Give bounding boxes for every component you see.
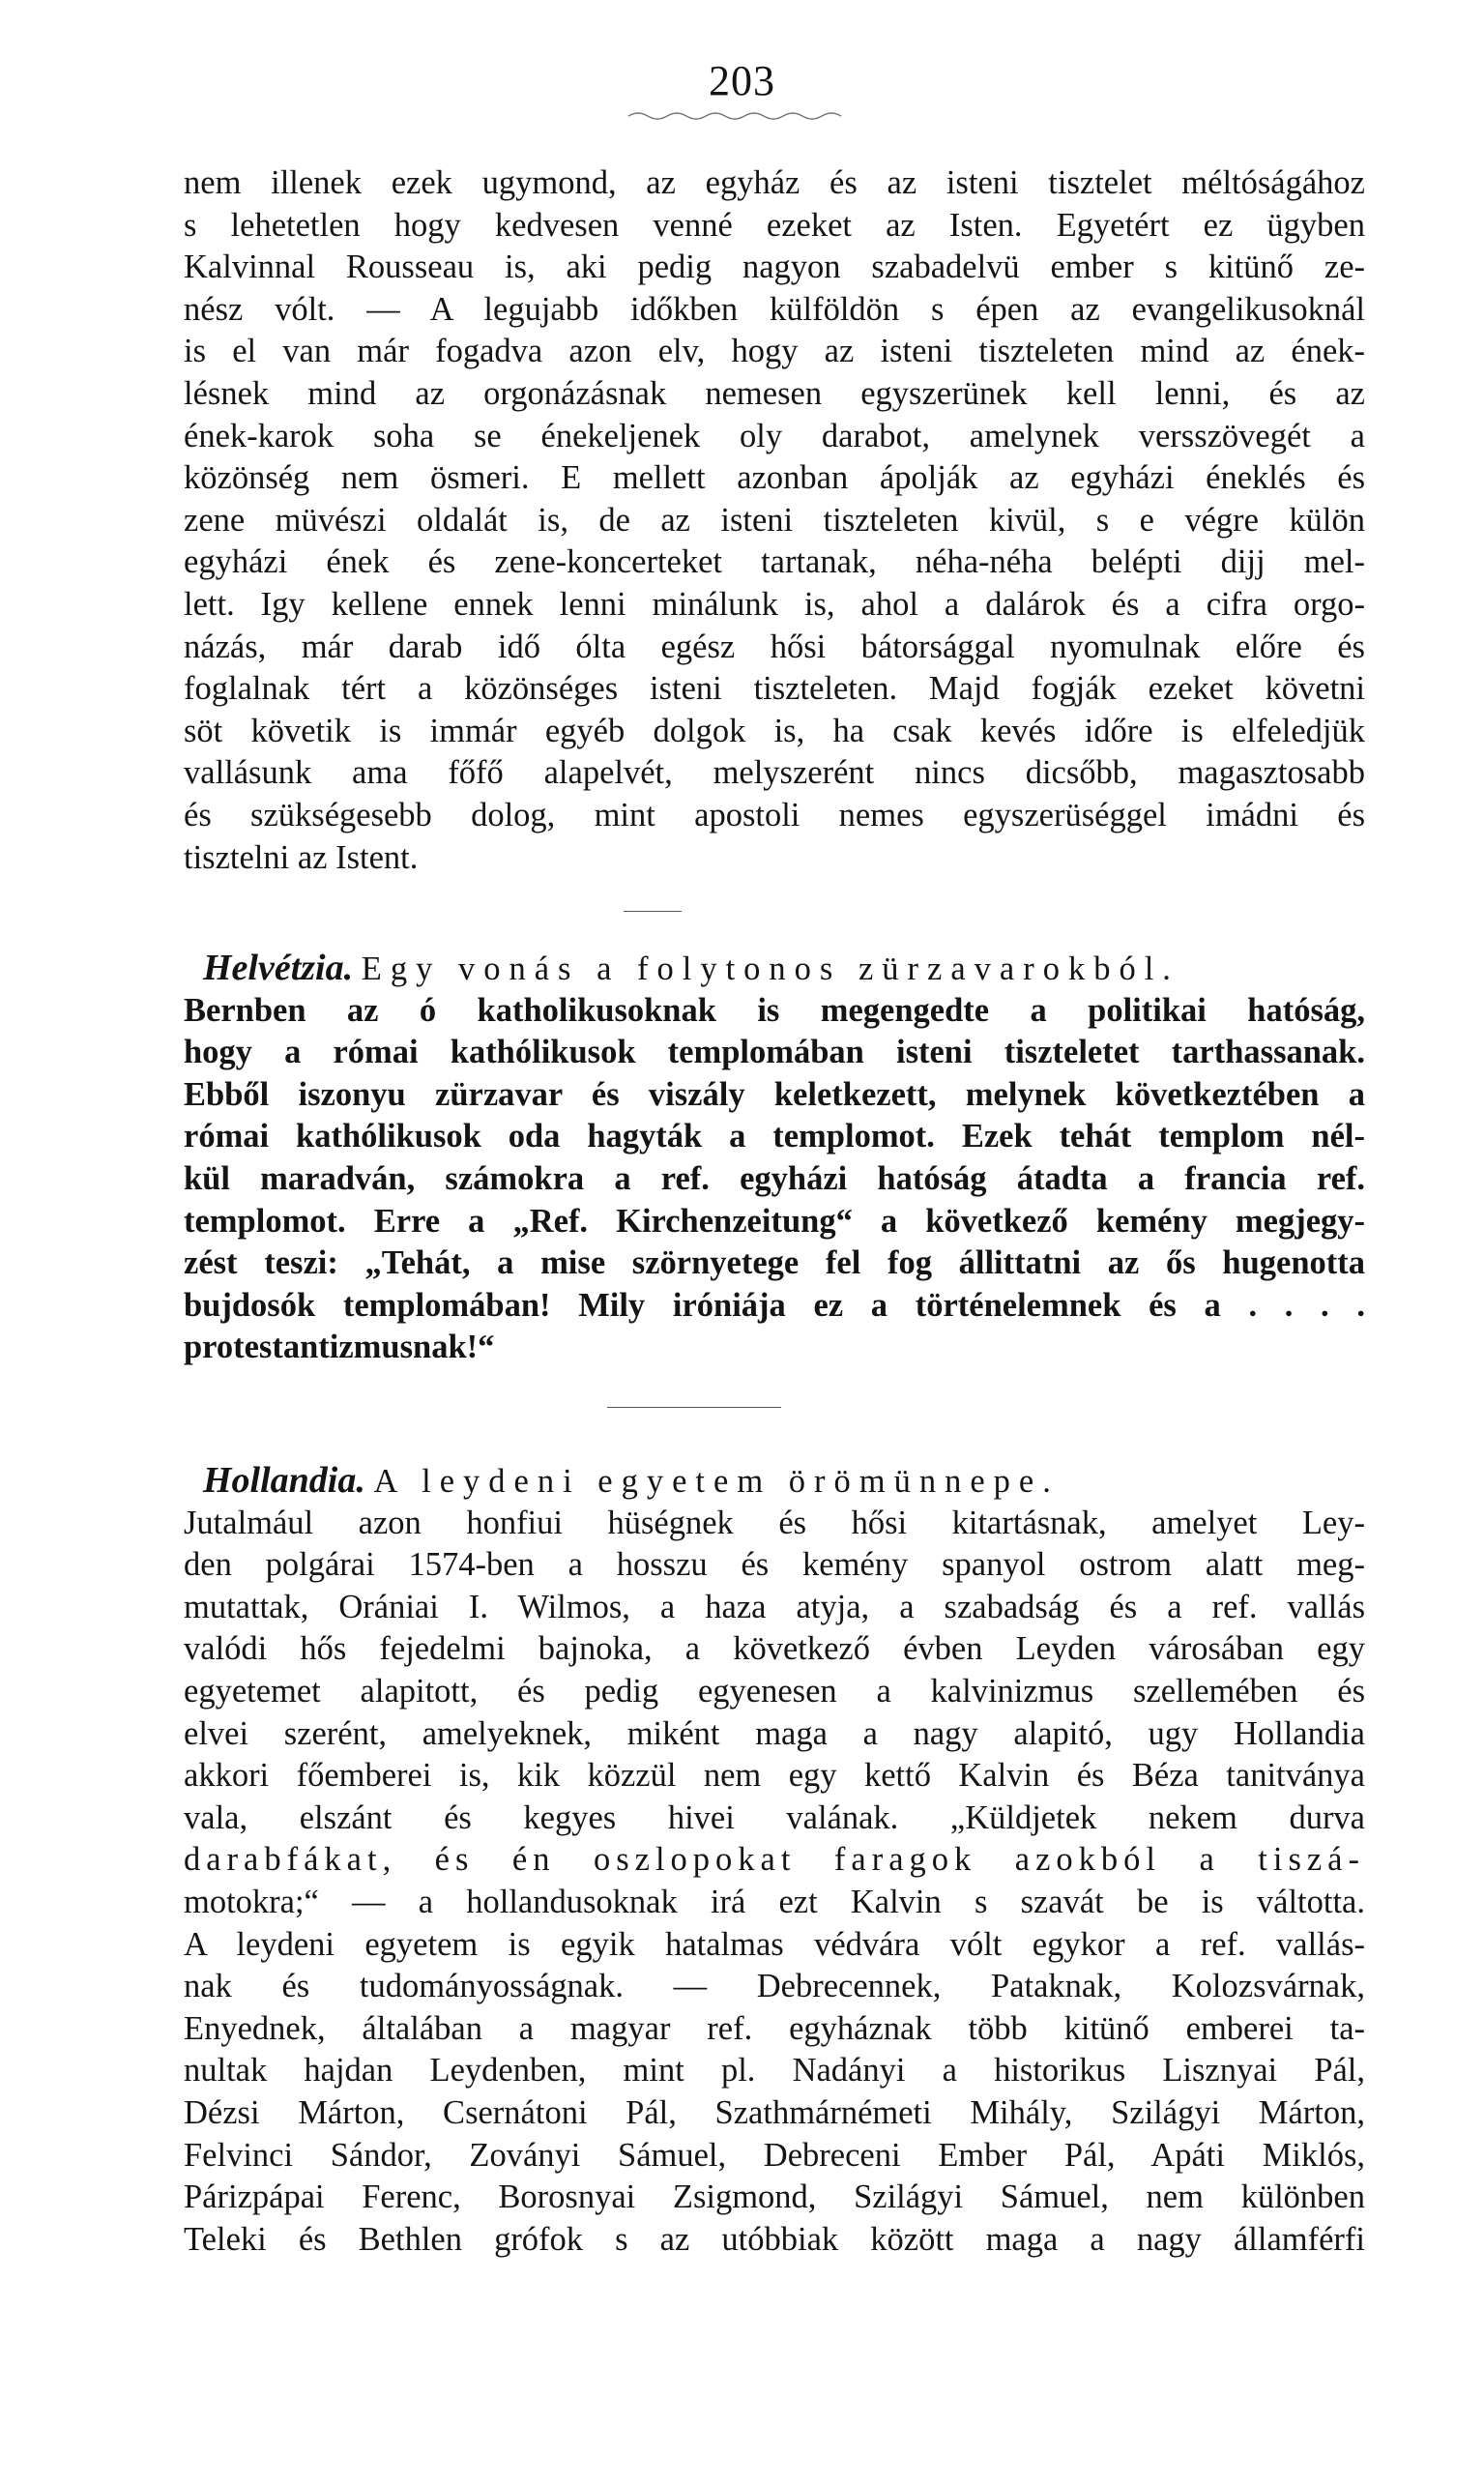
page-number: 203 <box>709 57 775 104</box>
text-line: Enyednek, általában a magyar ref. egyháznak több kitünő emberei ta- <box>184 2009 1365 2047</box>
text-line: Dézsi Márton, Csernátoni Pál, Szathmárnémeti Mihály, Szilágyi Márton, <box>184 2093 1365 2131</box>
text-line: hogy a római kathólikusok templomában isteni tiszteletet tarthassanak. <box>184 1034 1365 1071</box>
text-line: és szükségesebb dolog, mint apostoli nemes egyszerüséggel imádni és <box>184 796 1365 833</box>
page-number-ornament <box>628 108 841 122</box>
text-line: elvei szerént, amelyeknek, miként maga a nagy alapitó, ugy Hollandia <box>184 1714 1365 1752</box>
section-divider <box>624 911 682 912</box>
text-line: motokra;“ — a hollandusoknak irá ezt Kalvin s szavát be is váltotta. <box>184 1883 1365 1920</box>
text-line: darabfákat, és én oszlopokat faragok azokból a tiszá- <box>184 1841 1365 1879</box>
text-line: Teleki és Bethlen grófok s az utóbbiak között maga a nagy államférfi <box>184 2220 1365 2258</box>
text-line: názás, már darab idő ólta egész hősi bátorsággal nyomulnak előre és <box>184 628 1365 665</box>
text-line: akkori főemberei is, kik közzül nem egy kettő Kalvin és Béza tanitványa <box>184 1757 1365 1795</box>
text-line: Jutalmául azon honfiui hüségnek és hősi kitartásnak, amelyet Ley- <box>184 1504 1365 1541</box>
text-line: egyetemet alapitott, és pedig egyenesen a kalvinizmus szellemében és <box>184 1672 1365 1710</box>
text-line: ének-karok soha se énekeljenek oly darabot, amelynek versszövegét a <box>184 417 1365 454</box>
text-line: templomot. Erre a „Ref. Kirchenzeitung“ a következő kemény megjegy- <box>184 1202 1365 1240</box>
text-line: protestantizmusnak!“ <box>184 1329 495 1366</box>
heading-title: A leydeni egyetem örömünnepe. <box>373 1463 1060 1500</box>
text-line: nész vólt. — A legujabb időkben külföldön s épen az evangelikusoknál <box>184 290 1365 328</box>
section-helvetzia <box>184 948 1365 1369</box>
text-line: nultak hajdan Leydenben, mint pl. Nadányi a historikus Lisznyai Pál, <box>184 2052 1365 2090</box>
text-line: Kalvinnal Rousseau is, aki pedig nagyon szabadelvü ember s kitünő ze- <box>184 248 1365 286</box>
text-line: lett. Igy kellene ennek lenni minálunk is, ahol a dalárok és a cifra orgo- <box>184 585 1365 623</box>
heading-title: Egy vonás a folytonos zürzavarokból. <box>361 950 1179 987</box>
section-hollandia <box>184 1460 1365 2261</box>
text-line: közönség nem ösmeri. E mellett azonban ápolják az egyházi éneklés és <box>184 459 1365 497</box>
text-line: valódi hős fejedelmi bajnoka, a következő évben Leyden városában egy <box>184 1630 1365 1668</box>
heading-country: Helvétzia. <box>203 948 354 988</box>
text-line: nem illenek ezek ugymond, az egyház és az isteni tisztelet méltóságához <box>184 164 1365 201</box>
text-line: Felvinci Sándor, Zoványi Sámuel, Debreceni Ember Pál, Apáti Miklós, <box>184 2136 1365 2174</box>
text-line: Bernben az ó katholikusoknak is megengedte a politikai hatóság, <box>184 991 1365 1029</box>
text-line: s lehetetlen hogy kedvesen venné ezeket az Isten. Egyetért ez ügyben <box>184 206 1365 244</box>
text-line: vallásunk ama főfő alapelvét, melyszerént nincs dicsőbb, magasztosabb <box>184 754 1365 792</box>
text-line: vala, elszánt és kegyes hivei valának. „Küldjetek nekem durva <box>184 1798 1365 1836</box>
text-line: római kathólikusok oda hagyták a templomot. Ezek tehát templom nél- <box>184 1118 1365 1155</box>
text-line: zést teszi: „Tehát, a mise szörnyetege fel fog állittatni az ős hugenotta <box>184 1244 1365 1282</box>
section-continuation <box>184 162 1365 879</box>
text-line: bujdosók templomában! Mily iróniája ez a történelemnek és a . . . . <box>184 1286 1365 1324</box>
text-line: is el van már fogadva azon elv, hogy az isteni tiszteleten mind az ének- <box>184 333 1365 370</box>
text-line: mutattak, Orániai I. Wilmos, a haza atyja, a szabadság és a ref. vallás <box>184 1588 1365 1625</box>
text-line: nak és tudományosságnak. — Debrecennek, Pataknak, Kolozsvárnak, <box>184 1968 1365 2005</box>
text-line: tisztelni az Istent. <box>184 838 419 876</box>
section-heading <box>184 1460 1365 1503</box>
heading-country: Hollandia. <box>203 1460 365 1501</box>
text-line: A leydeni egyetem is egyik hatalmas védvára vólt egykor a ref. vallás- <box>184 1925 1365 1963</box>
text-line: egyházi ének és zene-koncerteket tartanak, néha-néha belépti dijj mel- <box>184 543 1365 581</box>
text-line: kül maradván, számokra a ref. egyházi hatóság átadta a francia ref. <box>184 1159 1365 1197</box>
section-divider <box>607 1407 781 1408</box>
text-line: Párizpápai Ferenc, Borosnyai Zsigmond, Szilágyi Sámuel, nem különben <box>184 2178 1365 2216</box>
section-heading <box>184 948 1365 990</box>
text-line: foglalnak tért a közönséges isteni tiszteleten. Majd fogják ezeket követni <box>184 670 1365 708</box>
text-line: Ebből iszonyu zürzavar és viszály keletkezett, melynek következtében a <box>184 1075 1365 1113</box>
text-line: lésnek mind az orgonázásnak nemesen egyszerünek kell lenni, és az <box>184 374 1365 412</box>
text-line: söt követik is immár egyéb dolgok is, ha csak kevés időre is elfeledjük <box>184 712 1365 749</box>
text-line: zene müvészi oldalát is, de az isteni tiszteleten kivül, s e végre külön <box>184 501 1365 539</box>
text-line: den polgárai 1574-ben a hosszu és kemény spanyol ostrom alatt meg- <box>184 1546 1365 1584</box>
